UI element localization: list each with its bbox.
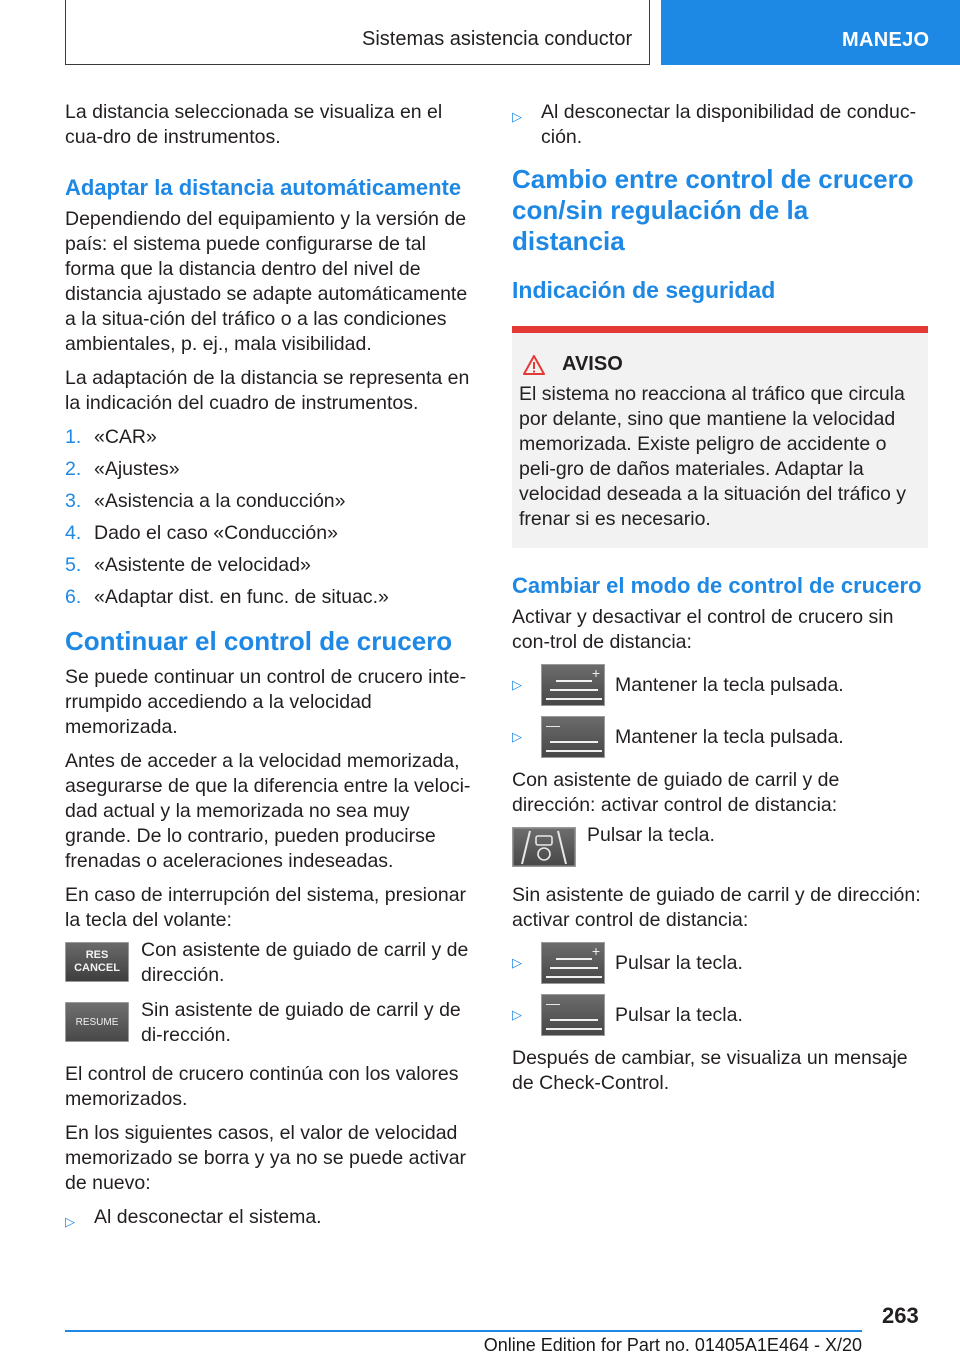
bullet-list [65, 1205, 480, 1234]
heading-switch-mode: Cambio entre control de crucero con/sin regulación de la distancia [512, 164, 914, 256]
warning-box [512, 326, 928, 548]
page-number: 263 [882, 1303, 919, 1328]
hold-key-row [512, 664, 928, 706]
paragraph: Con asistente de guiado de carril y de dirección: activar control de distancia: [512, 769, 840, 816]
hold-key-text: Mantener la tecla pulsada. [615, 673, 844, 696]
section-title: Sistemas asistencia conductor [362, 28, 633, 50]
triangle-bullet-icon: ▷ [512, 109, 522, 124]
resume-text: Sin asistente de guiado de carril y de di-rección. [141, 999, 461, 1046]
list-item: ▷ Al desconectar el sistema. [65, 1205, 480, 1234]
footer-edition: Online Edition for Part no. 01405A1E464 - X/20 [483, 1335, 862, 1355]
res-cancel-row [65, 939, 480, 988]
triangle-bullet-icon: ▷ [512, 729, 522, 744]
press-key-text: Pulsar la tecla. [615, 951, 743, 974]
triangle-bullet-icon: ▷ [512, 677, 522, 692]
paragraph: Sin asistente de guiado de carril y de dirección: activar control de distancia: [512, 884, 921, 931]
warning-triangle-icon [523, 355, 545, 375]
list-item: 2. «Ajustes» [65, 458, 180, 480]
hold-key-text: Mantener la tecla pulsada. [615, 725, 844, 748]
res-cancel-key-icon: RES CANCEL [65, 942, 129, 982]
heading-adapt-distance: Adaptar la distancia automáticamente [65, 175, 462, 200]
distance-minus-key-icon: — [541, 716, 605, 758]
left-column [65, 100, 480, 1243]
chapter-tab-label: MANEJO [842, 29, 930, 51]
list-item: 4. Dado el caso «Conducción» [65, 522, 338, 544]
paragraph: Activar y desactivar el control de crucero sin con-trol de distancia: [512, 606, 894, 653]
triangle-bullet-icon: ▷ [512, 1007, 522, 1022]
distance-plus-key-icon: + [541, 664, 605, 706]
press-key-text: Pulsar la tecla. [587, 824, 715, 846]
paragraph: En caso de interrupción del sistema, presionar la tecla del volante: [65, 884, 467, 931]
resume-key-icon: RESUME [65, 1002, 129, 1042]
distance-minus-key-icon: — [541, 994, 605, 1036]
heading-continue-cruise: Continuar el control de crucero [65, 626, 453, 656]
hold-key-row [512, 716, 928, 758]
list-item: 1. «CAR» [65, 426, 157, 448]
distance-plus-key-icon: + [541, 942, 605, 984]
triangle-bullet-icon: ▷ [512, 955, 522, 970]
paragraph: Después de cambiar, se visualiza un mensaje de Check-Control. [512, 1047, 908, 1094]
warning-text: El sistema no reacciona al tráfico que circula por delante, sino que mantiene la velocidad memorizada. Existe peligro de accidente o peli-gro de daños materiales. Adaptar la velocidad deseada a la situación del tráfico y frenar si es necesario. [519, 383, 906, 530]
heading-change-mode: Cambiar el modo de control de crucero [512, 573, 922, 598]
list-item: 3. «Asistencia a la conducción» [65, 490, 346, 512]
heading-safety: Indicación de seguridad [512, 277, 776, 303]
list-item: ▷ Al desconectar la disponibilidad de conduc-ción. [512, 101, 917, 148]
steps-list [65, 425, 480, 610]
press-key-text: Pulsar la tecla. [615, 1003, 743, 1026]
lane-assist-key-row [512, 824, 928, 867]
list-item: 5. «Asistente de velocidad» [65, 554, 311, 576]
right-column [512, 100, 928, 1105]
paragraph: Antes de acceder a la velocidad memorizada, asegurarse de que la diferencia entre la veloci-dad actual y la memorizada no sea muy grande. De lo contrario, pueden producirse frenadas o aceleraciones indeseadas. [65, 750, 471, 872]
triangle-bullet-icon: ▷ [65, 1214, 75, 1229]
paragraph: La adaptación de la distancia se representa en la indicación del cuadro de instrumentos. [65, 367, 470, 414]
paragraph: Se puede continuar un control de crucero inte-rrumpido accediendo a la velocidad memorizada. [65, 666, 467, 738]
paragraph: La distancia seleccionada se visualiza en el cua-dro de instrumentos. [65, 101, 443, 148]
footer-divider [65, 1330, 862, 1332]
paragraph: En los siguientes casos, el valor de velocidad memorizado se borra y ya no se puede activar de nuevo: [65, 1122, 467, 1194]
warning-header: AVISO [519, 353, 921, 376]
resume-row [65, 999, 480, 1048]
press-key-row [512, 994, 928, 1036]
res-cancel-text: Con asistente de guiado de carril y de dirección. [141, 939, 469, 986]
bullet-list [512, 100, 928, 150]
press-key-row [512, 942, 928, 984]
paragraph: El control de crucero continúa con los valores memorizados. [65, 1063, 459, 1110]
paragraph: Dependiendo del equipamiento y la versión de país: el sistema puede configurarse de tal forma que la distancia dentro del nivel de distancia ajustado se adapte automáticamente a la situa-ción del tráfico o a las condiciones ambientales, p. ej., mala visibilidad. [65, 208, 468, 355]
lane-assist-key-icon [512, 827, 576, 867]
list-item: 6. «Adaptar dist. en func. de situac.» [65, 586, 389, 608]
